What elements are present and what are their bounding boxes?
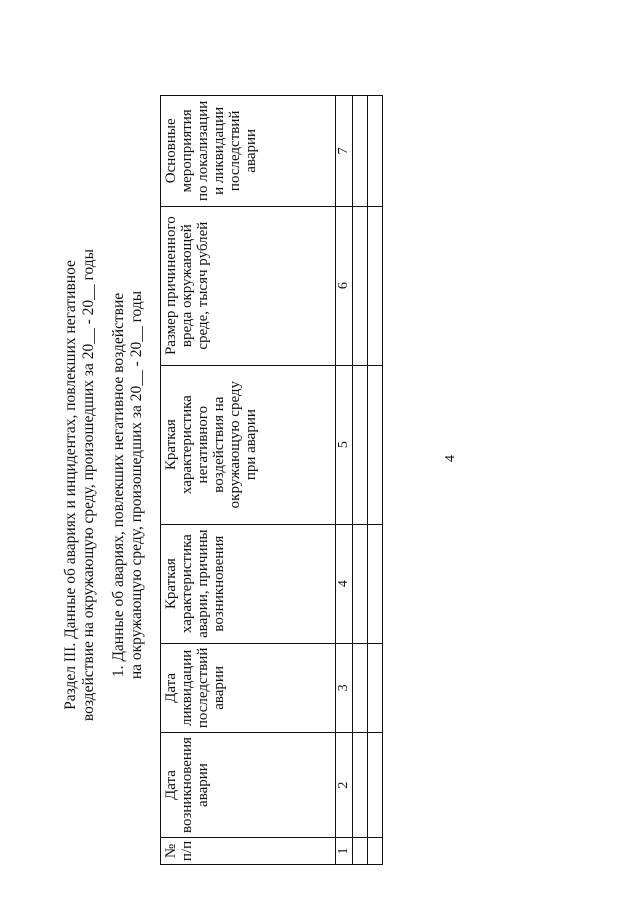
column-number-row — [336, 96, 353, 865]
column-number: 5 — [336, 365, 353, 524]
column-number: 4 — [336, 524, 353, 643]
table-cell — [353, 733, 368, 838]
column-number: 7 — [336, 96, 353, 207]
subsection-title-line-1: 1. Данные об авариях, повлекших негативное воздействие — [110, 292, 127, 678]
header-cell-number: № п/п — [161, 838, 336, 865]
table-cell — [353, 524, 368, 643]
table-cell — [353, 206, 368, 365]
header-cell-measures: Основные мероприятия по локализации и ликвидации последствий аварии — [161, 96, 336, 207]
column-number: 6 — [336, 206, 353, 365]
page-number: 4 — [443, 455, 458, 462]
table-cell — [368, 96, 383, 207]
column-number: 2 — [336, 733, 353, 838]
header-cell-damage-size: Размер причиненного вреда окружающей среде, тысяч рублей — [161, 206, 336, 365]
header-cell-end-date: Дата ликвидации последствий аварии — [161, 643, 336, 732]
table-cell — [368, 524, 383, 643]
table-cell — [353, 96, 368, 207]
header-row — [161, 96, 336, 865]
column-number: 1 — [336, 838, 353, 865]
header-cell-impact-description: Краткая характеристика негативного воздействия на окружающую среду при аварии — [161, 365, 336, 524]
table-cell — [353, 643, 368, 732]
header-cell-start-date: Дата возникновения аварии — [161, 733, 336, 838]
table-cell — [368, 206, 383, 365]
table-cell — [368, 733, 383, 838]
column-number: 3 — [336, 643, 353, 732]
table-cell — [353, 838, 368, 865]
table-cell — [368, 643, 383, 732]
section-title-line-1: Раздел III. Данные об авариях и инцидентах, повлекших негативное — [62, 260, 79, 710]
empty-data-row — [368, 96, 383, 865]
empty-data-row — [353, 96, 368, 865]
table-cell — [353, 365, 368, 524]
accidents-table — [160, 95, 383, 865]
table-cell — [368, 838, 383, 865]
section-title — [62, 105, 98, 865]
subsection-title — [110, 105, 146, 865]
section-title-line-2: воздействие на окружающую среду, произошедших за 20__ - 20__ годы — [80, 248, 97, 722]
subsection-title-line-2: на окружающую среду, произошедших за 20__ - 20__ годы — [128, 290, 145, 680]
table-cell — [368, 365, 383, 524]
header-cell-accident-description: Краткая характеристика аварии, причины возникновения — [161, 524, 336, 643]
